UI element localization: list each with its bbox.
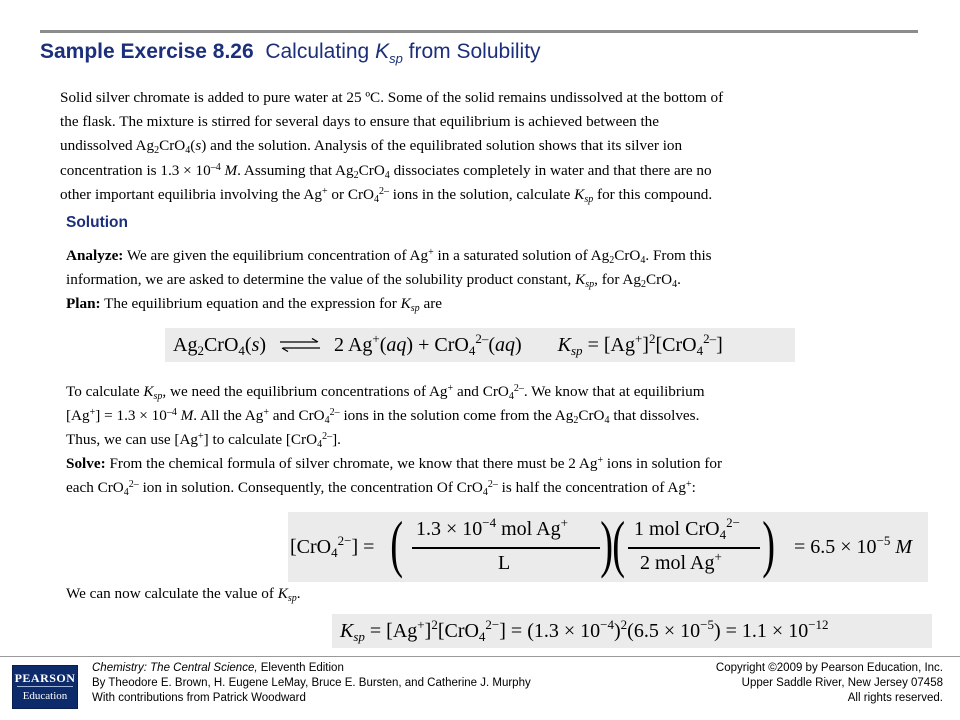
solution-line: Plan: The equilibrium equation and the expression for $K_{sp}$ are — [66, 295, 443, 314]
solution-heading: Solution — [66, 214, 128, 231]
solution-line: To calculate $K_{sp}$, we need the equilibrium concentrations of Ag+ and CrO$_4^{2-}$. We know that at equilibrium — [66, 383, 705, 402]
pearson-logo — [12, 665, 78, 709]
chromate-concentration-equation — [288, 508, 928, 582]
book-title: Chemistry: The Central Science, Eleventh Edition — [92, 662, 344, 674]
equilibrium-arrow-icon — [279, 329, 321, 363]
solution-line: Thus, we can use [Ag+] to calculate [CrO$_4^{2-}$]. — [66, 431, 341, 450]
eq2-rhs: = $6.5 \times 10^{-5}$ M — [794, 533, 913, 558]
right-paren: ) — [600, 508, 614, 579]
footer-copyright — [716, 661, 943, 706]
solution-line: information, we are asked to determine the value of the solubility product constant, $K_{sp}$, for $Ag_2CrO_4$. — [66, 271, 681, 290]
problem-line: concentration is $1.3 \times 10^{-4}$ M. Assuming that $Ag_2CrO_4$ dissociates completely in water and that there are no — [60, 161, 712, 181]
footer-rule — [0, 656, 960, 657]
fraction2-numerator: 1 mol CrO$_4^{2-}$ — [634, 515, 740, 542]
fraction1-denominator: L — [498, 552, 511, 574]
left-paren: ( — [612, 508, 626, 579]
analyze-plan-block — [66, 244, 896, 316]
solution-line: $[Ag^+] = 1.3 \times 10^{-4}$ M. All the Ag+ and CrO$_4^{2-}$ ions in the solution come from the $Ag_2CrO_4$ that dissolves. — [66, 407, 700, 426]
ksp-result-equation: $K_{sp} = [Ag^+]^2[CrO_4^{2-}] = (1.3 \times 10^{-4})^2(6.5 \times 10^{-5}) = 1.1 \times 10^{-12}$ — [332, 614, 932, 648]
problem-line: the flask. The mixture is stirred for several days to ensure that equilibrium is achieved between the — [60, 113, 660, 131]
left-paren: ( — [390, 508, 404, 579]
fraction1-bar — [412, 547, 600, 549]
solution-line: Analyze: We are given the equilibrium concentration of Ag+ in a saturated solution of $Ag_2CrO_4$. From this — [66, 247, 712, 266]
solution-line: We can now calculate the value of $K_{sp}$. — [66, 585, 301, 604]
authors: By Theodore E. Brown, H. Eugene LeMay, Bruce E. Bursten, and Catherine J. Murphy — [92, 677, 531, 689]
location-line: Upper Saddle River, New Jersey 07458 — [741, 677, 943, 689]
footer-citation — [92, 661, 531, 706]
right-paren: ) — [762, 508, 776, 579]
solution-line: each CrO$_4^{2-}$ ion in solution. Consequently, the concentration Of CrO$_4^{2-}$ is half the concentration of Ag+: — [66, 479, 696, 498]
solution-line: Solve: From the chemical formula of silver chromate, we know that there must be 2 Ag+ ions in solution for — [66, 455, 723, 472]
fraction1-numerator: $1.3 \times 10^{-4}$ mol Ag+ — [416, 515, 568, 540]
problem-statement — [60, 86, 880, 207]
logo-divider — [17, 686, 73, 687]
problem-line: other important equilibria involving the Ag+ or CrO$_4^{2-}$ ions in the solution, calculate $K_{sp}$ for this compound. — [60, 185, 713, 205]
problem-line: undissolved $Ag_2CrO_4(s)$ and the solution. Analysis of the equilibrated solution shows that its silver ion — [60, 137, 683, 157]
equilibrium-equation: $Ag_2CrO_4(s)$ 2 Ag+(aq) + CrO$_4^{2-}$(aq) $K_{sp} = [Ag^+]^2[CrO_4^{2-}]$ — [165, 328, 795, 362]
header-rule — [40, 30, 918, 33]
problem-line: Solid silver chromate is added to pure water at 25 ºC. Some of the solid remains undissolved at the bottom of — [60, 89, 724, 106]
eq2-lhs: [CrO$_4^{2-}$] = — [290, 533, 375, 560]
copyright-line: Copyright ©2009 by Pearson Education, Inc. — [715, 662, 943, 674]
contributors: With contributions from Patrick Woodward — [92, 692, 306, 704]
fraction2-bar — [628, 547, 760, 549]
rights-line: All rights reserved. — [847, 692, 943, 704]
page-title: Sample Exercise 8.26 Calculating $K_{sp}$ from Solubility — [40, 40, 541, 67]
logo-text: PEARSON — [14, 671, 76, 685]
final-intro — [66, 582, 896, 606]
logo-text: Education — [22, 690, 68, 702]
calculation-block — [66, 380, 896, 500]
fraction2-denominator: 2 mol Ag+ — [640, 549, 722, 574]
